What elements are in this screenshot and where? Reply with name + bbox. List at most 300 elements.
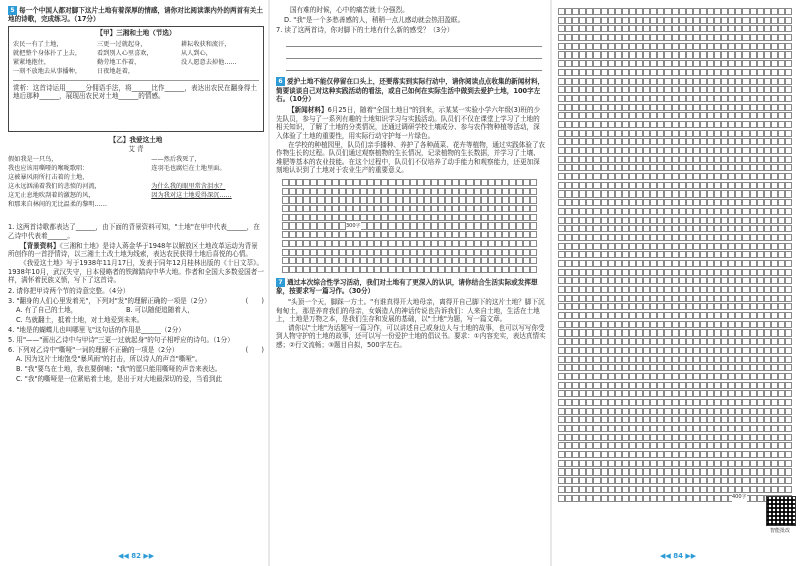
- grid-cell[interactable]: [686, 69, 693, 76]
- grid-cell[interactable]: [636, 382, 643, 389]
- grid-cell[interactable]: [721, 442, 728, 449]
- grid-cell[interactable]: [679, 130, 686, 137]
- grid-cell[interactable]: [785, 199, 792, 206]
- grid-cell[interactable]: [728, 312, 735, 319]
- grid-cell[interactable]: [558, 408, 565, 415]
- grid-cell[interactable]: [750, 347, 757, 354]
- grid-cell[interactable]: [346, 257, 353, 264]
- grid-cell[interactable]: [650, 312, 657, 319]
- grid-cell[interactable]: [650, 121, 657, 128]
- grid-cell[interactable]: [629, 495, 636, 502]
- grid-cell[interactable]: [742, 86, 749, 93]
- grid-cell[interactable]: [530, 188, 537, 195]
- grid-cell[interactable]: [785, 34, 792, 41]
- grid-cell[interactable]: [785, 147, 792, 154]
- grid-cell[interactable]: [657, 364, 664, 371]
- grid-cell[interactable]: [636, 43, 643, 50]
- grid-cell[interactable]: [636, 69, 643, 76]
- grid-cell[interactable]: [771, 390, 778, 397]
- grid-cell[interactable]: [558, 303, 565, 310]
- grid-cell[interactable]: [735, 225, 742, 232]
- grid-cell[interactable]: [650, 425, 657, 432]
- grid-cell[interactable]: [615, 269, 622, 276]
- grid-cell[interactable]: [721, 8, 728, 15]
- grid-cell[interactable]: [608, 234, 615, 241]
- grid-cell[interactable]: [303, 231, 310, 238]
- grid-cell[interactable]: [488, 266, 495, 273]
- grid-cell[interactable]: [431, 214, 438, 221]
- grid-cell[interactable]: [466, 231, 473, 238]
- grid-cell[interactable]: [664, 347, 671, 354]
- grid-cell[interactable]: [735, 208, 742, 215]
- grid-cell[interactable]: [579, 399, 586, 406]
- grid-cell[interactable]: [771, 434, 778, 441]
- grid-cell[interactable]: [601, 486, 608, 493]
- grid-cell[interactable]: [403, 266, 410, 273]
- grid-cell[interactable]: [495, 188, 502, 195]
- grid-cell[interactable]: [381, 231, 388, 238]
- grid-cell[interactable]: [629, 130, 636, 137]
- grid-cell[interactable]: [693, 416, 700, 423]
- grid-cell[interactable]: [558, 338, 565, 345]
- grid-cell[interactable]: [586, 373, 593, 380]
- grid-cell[interactable]: [742, 286, 749, 293]
- grid-cell[interactable]: [650, 495, 657, 502]
- grid-cell[interactable]: [643, 138, 650, 145]
- grid-cell[interactable]: [424, 179, 431, 186]
- grid-cell[interactable]: [679, 60, 686, 67]
- grid-cell[interactable]: [757, 17, 764, 24]
- grid-cell[interactable]: [693, 60, 700, 67]
- grid-cell[interactable]: [481, 257, 488, 264]
- grid-cell[interactable]: [572, 8, 579, 15]
- grid-cell[interactable]: [601, 182, 608, 189]
- grid-cell[interactable]: [750, 260, 757, 267]
- grid-cell[interactable]: [593, 199, 600, 206]
- grid-cell[interactable]: [707, 390, 714, 397]
- grid-cell[interactable]: [735, 416, 742, 423]
- grid-cell[interactable]: [771, 286, 778, 293]
- grid-cell[interactable]: [558, 138, 565, 145]
- grid-cell[interactable]: [629, 329, 636, 336]
- grid-cell[interactable]: [530, 222, 537, 229]
- grid-cell[interactable]: [516, 266, 523, 273]
- grid-cell[interactable]: [608, 43, 615, 50]
- grid-cell[interactable]: [572, 25, 579, 32]
- grid-cell[interactable]: [466, 179, 473, 186]
- grid-cell[interactable]: [310, 179, 317, 186]
- grid-cell[interactable]: [672, 468, 679, 475]
- grid-cell[interactable]: [367, 257, 374, 264]
- grid-cell[interactable]: [643, 364, 650, 371]
- grid-cell[interactable]: [750, 286, 757, 293]
- grid-cell[interactable]: [657, 51, 664, 58]
- grid-cell[interactable]: [771, 173, 778, 180]
- grid-cell[interactable]: [367, 231, 374, 238]
- grid-cell[interactable]: [643, 303, 650, 310]
- grid-cell[interactable]: [622, 277, 629, 284]
- grid-cell[interactable]: [721, 434, 728, 441]
- grid-cell[interactable]: [579, 147, 586, 154]
- grid-cell[interactable]: [586, 34, 593, 41]
- grid-cell[interactable]: [608, 460, 615, 467]
- grid-cell[interactable]: [728, 303, 735, 310]
- grid-cell[interactable]: [672, 17, 679, 24]
- grid-cell[interactable]: [381, 257, 388, 264]
- grid-cell[interactable]: [466, 266, 473, 273]
- grid-cell[interactable]: [558, 286, 565, 293]
- grid-cell[interactable]: [586, 234, 593, 241]
- grid-cell[interactable]: [650, 112, 657, 119]
- grid-cell[interactable]: [579, 112, 586, 119]
- grid-cell[interactable]: [700, 112, 707, 119]
- grid-cell[interactable]: [445, 214, 452, 221]
- grid-cell[interactable]: [693, 199, 700, 206]
- grid-cell[interactable]: [700, 347, 707, 354]
- grid-cell[interactable]: [615, 51, 622, 58]
- grid-cell[interactable]: [728, 260, 735, 267]
- grid-cell[interactable]: [565, 477, 572, 484]
- grid-cell[interactable]: [310, 188, 317, 195]
- grid-cell[interactable]: [579, 243, 586, 250]
- grid-cell[interactable]: [721, 286, 728, 293]
- grid-cell[interactable]: [657, 260, 664, 267]
- grid-cell[interactable]: [707, 234, 714, 241]
- grid-cell[interactable]: [735, 425, 742, 432]
- grid-cell[interactable]: [679, 442, 686, 449]
- grid-cell[interactable]: [593, 338, 600, 345]
- grid-cell[interactable]: [672, 182, 679, 189]
- grid-cell[interactable]: [629, 321, 636, 328]
- grid-cell[interactable]: [558, 477, 565, 484]
- grid-cell[interactable]: [572, 364, 579, 371]
- grid-cell[interactable]: [586, 25, 593, 32]
- grid-cell[interactable]: [778, 121, 785, 128]
- grid-cell[interactable]: [771, 95, 778, 102]
- grid-cell[interactable]: [664, 468, 671, 475]
- grid-cell[interactable]: [750, 112, 757, 119]
- grid-cell[interactable]: [672, 434, 679, 441]
- grid-cell[interactable]: [721, 468, 728, 475]
- grid-cell[interactable]: [516, 188, 523, 195]
- grid-cell[interactable]: [750, 277, 757, 284]
- grid-cell[interactable]: [565, 138, 572, 145]
- grid-cell[interactable]: [579, 104, 586, 111]
- grid-cell[interactable]: [629, 312, 636, 319]
- grid-cell[interactable]: [700, 382, 707, 389]
- grid-cell[interactable]: [757, 164, 764, 171]
- grid-cell[interactable]: [771, 356, 778, 363]
- grid-cell[interactable]: [657, 434, 664, 441]
- grid-cell[interactable]: [707, 69, 714, 76]
- grid-cell[interactable]: [693, 182, 700, 189]
- grid-cell[interactable]: [714, 373, 721, 380]
- grid-cell[interactable]: [707, 468, 714, 475]
- grid-cell[interactable]: [629, 34, 636, 41]
- grid-cell[interactable]: [650, 86, 657, 93]
- grid-cell[interactable]: [586, 190, 593, 197]
- grid-cell[interactable]: [593, 225, 600, 232]
- grid-cell[interactable]: [700, 251, 707, 258]
- grid-cell[interactable]: [750, 104, 757, 111]
- grid-cell[interactable]: [721, 425, 728, 432]
- grid-cell[interactable]: [579, 34, 586, 41]
- grid-cell[interactable]: [657, 286, 664, 293]
- grid-cell[interactable]: [317, 179, 324, 186]
- grid-cell[interactable]: [636, 356, 643, 363]
- grid-cell[interactable]: [742, 217, 749, 224]
- grid-cell[interactable]: [565, 434, 572, 441]
- grid-cell[interactable]: [360, 231, 367, 238]
- grid-cell[interactable]: [643, 390, 650, 397]
- grid-cell[interactable]: [579, 69, 586, 76]
- grid-cell[interactable]: [565, 286, 572, 293]
- grid-cell[interactable]: [750, 408, 757, 415]
- grid-cell[interactable]: [700, 495, 707, 502]
- grid-cell[interactable]: [742, 451, 749, 458]
- grid-cell[interactable]: [700, 121, 707, 128]
- grid-cell[interactable]: [735, 199, 742, 206]
- grid-cell[interactable]: [664, 277, 671, 284]
- grid-cell[interactable]: [452, 249, 459, 256]
- grid-cell[interactable]: [459, 188, 466, 195]
- grid-cell[interactable]: [367, 249, 374, 256]
- grid-cell[interactable]: [693, 477, 700, 484]
- grid-cell[interactable]: [615, 477, 622, 484]
- grid-cell[interactable]: [608, 86, 615, 93]
- grid-cell[interactable]: [757, 217, 764, 224]
- grid-cell[interactable]: [643, 399, 650, 406]
- grid-cell[interactable]: [672, 243, 679, 250]
- grid-cell[interactable]: [771, 277, 778, 284]
- grid-cell[interactable]: [310, 196, 317, 203]
- grid-cell[interactable]: [601, 225, 608, 232]
- grid-cell[interactable]: [615, 86, 622, 93]
- grid-cell[interactable]: [764, 277, 771, 284]
- grid-cell[interactable]: [593, 86, 600, 93]
- grid-cell[interactable]: [757, 251, 764, 258]
- grid-cell[interactable]: [707, 442, 714, 449]
- grid-cell[interactable]: [728, 251, 735, 258]
- grid-cell[interactable]: [686, 164, 693, 171]
- grid-cell[interactable]: [495, 231, 502, 238]
- grid-cell[interactable]: [572, 17, 579, 24]
- grid-cell[interactable]: [615, 69, 622, 76]
- grid-cell[interactable]: [714, 104, 721, 111]
- grid-cell[interactable]: [721, 69, 728, 76]
- grid-cell[interactable]: [778, 69, 785, 76]
- grid-cell[interactable]: [664, 243, 671, 250]
- grid-cell[interactable]: [572, 156, 579, 163]
- grid-cell[interactable]: [636, 190, 643, 197]
- grid-cell[interactable]: [530, 196, 537, 203]
- grid-cell[interactable]: [778, 217, 785, 224]
- grid-cell[interactable]: [601, 416, 608, 423]
- grid-cell[interactable]: [643, 373, 650, 380]
- grid-cell[interactable]: [672, 130, 679, 137]
- grid-cell[interactable]: [509, 196, 516, 203]
- grid-cell[interactable]: [721, 495, 728, 502]
- grid-cell[interactable]: [289, 196, 296, 203]
- grid-cell[interactable]: [593, 121, 600, 128]
- grid-cell[interactable]: [296, 231, 303, 238]
- grid-cell[interactable]: [459, 266, 466, 273]
- grid-cell[interactable]: [565, 208, 572, 215]
- grid-cell[interactable]: [388, 188, 395, 195]
- grid-cell[interactable]: [558, 156, 565, 163]
- grid-cell[interactable]: [707, 8, 714, 15]
- grid-cell[interactable]: [622, 416, 629, 423]
- grid-cell[interactable]: [593, 382, 600, 389]
- grid-cell[interactable]: [586, 442, 593, 449]
- grid-cell[interactable]: [721, 234, 728, 241]
- grid-cell[interactable]: [700, 86, 707, 93]
- grid-cell[interactable]: [396, 240, 403, 247]
- grid-cell[interactable]: [558, 382, 565, 389]
- grid-cell[interactable]: [714, 138, 721, 145]
- grid-cell[interactable]: [608, 251, 615, 258]
- grid-cell[interactable]: [657, 442, 664, 449]
- grid-cell[interactable]: [679, 390, 686, 397]
- grid-cell[interactable]: [601, 382, 608, 389]
- grid-cell[interactable]: [629, 225, 636, 232]
- grid-cell[interactable]: [608, 356, 615, 363]
- grid-cell[interactable]: [459, 179, 466, 186]
- grid-cell[interactable]: [636, 277, 643, 284]
- grid-cell[interactable]: [728, 147, 735, 154]
- grid-cell[interactable]: [622, 112, 629, 119]
- grid-cell[interactable]: [381, 188, 388, 195]
- grid-cell[interactable]: [650, 338, 657, 345]
- grid-cell[interactable]: [700, 321, 707, 328]
- grid-cell[interactable]: [558, 390, 565, 397]
- grid-cell[interactable]: [558, 434, 565, 441]
- grid-cell[interactable]: [396, 222, 403, 229]
- grid-cell[interactable]: [431, 188, 438, 195]
- grid-cell[interactable]: [771, 243, 778, 250]
- grid-cell[interactable]: [558, 164, 565, 171]
- grid-cell[interactable]: [558, 78, 565, 85]
- grid-cell[interactable]: [750, 78, 757, 85]
- grid-cell[interactable]: [764, 34, 771, 41]
- grid-cell[interactable]: [714, 477, 721, 484]
- grid-cell[interactable]: [495, 249, 502, 256]
- grid-cell[interactable]: [679, 43, 686, 50]
- grid-cell[interactable]: [707, 460, 714, 467]
- grid-cell[interactable]: [657, 190, 664, 197]
- grid-cell[interactable]: [735, 25, 742, 32]
- grid-cell[interactable]: [282, 222, 289, 229]
- grid-cell[interactable]: [488, 240, 495, 247]
- grid-cell[interactable]: [657, 451, 664, 458]
- grid-cell[interactable]: [742, 147, 749, 154]
- grid-cell[interactable]: [707, 434, 714, 441]
- grid-cell[interactable]: [643, 329, 650, 336]
- grid-cell[interactable]: [771, 208, 778, 215]
- grid-cell[interactable]: [622, 156, 629, 163]
- grid-cell[interactable]: [757, 329, 764, 336]
- grid-cell[interactable]: [558, 173, 565, 180]
- grid-cell[interactable]: [700, 338, 707, 345]
- grid-cell[interactable]: [735, 156, 742, 163]
- grid-cell[interactable]: [679, 25, 686, 32]
- grid-cell[interactable]: [593, 25, 600, 32]
- grid-cell[interactable]: [636, 312, 643, 319]
- grid-cell[interactable]: [750, 25, 757, 32]
- grid-cell[interactable]: [742, 408, 749, 415]
- grid-cell[interactable]: [664, 147, 671, 154]
- grid-cell[interactable]: [643, 451, 650, 458]
- grid-cell[interactable]: [381, 205, 388, 212]
- grid-cell[interactable]: [757, 364, 764, 371]
- grid-cell[interactable]: [679, 408, 686, 415]
- grid-cell[interactable]: [459, 205, 466, 212]
- grid-cell[interactable]: [608, 425, 615, 432]
- grid-cell[interactable]: [332, 188, 339, 195]
- grid-cell[interactable]: [558, 269, 565, 276]
- grid-cell[interactable]: [728, 477, 735, 484]
- grid-cell[interactable]: [615, 390, 622, 397]
- grid-cell[interactable]: [289, 214, 296, 221]
- grid-cell[interactable]: [488, 257, 495, 264]
- grid-cell[interactable]: [615, 182, 622, 189]
- grid-cell[interactable]: [721, 164, 728, 171]
- grid-cell[interactable]: [778, 225, 785, 232]
- grid-cell[interactable]: [643, 182, 650, 189]
- grid-cell[interactable]: [374, 214, 381, 221]
- grid-cell[interactable]: [388, 266, 395, 273]
- grid-cell[interactable]: [615, 199, 622, 206]
- grid-cell[interactable]: [502, 214, 509, 221]
- grid-cell[interactable]: [785, 156, 792, 163]
- grid-cell[interactable]: [572, 208, 579, 215]
- grid-cell[interactable]: [650, 260, 657, 267]
- grid-cell[interactable]: [771, 51, 778, 58]
- grid-cell[interactable]: [474, 188, 481, 195]
- grid-cell[interactable]: [636, 156, 643, 163]
- grid-cell[interactable]: [452, 222, 459, 229]
- grid-cell[interactable]: [735, 434, 742, 441]
- grid-cell[interactable]: [771, 260, 778, 267]
- grid-cell[interactable]: [664, 408, 671, 415]
- grid-cell[interactable]: [764, 164, 771, 171]
- grid-cell[interactable]: [558, 8, 565, 15]
- grid-cell[interactable]: [714, 86, 721, 93]
- grid-cell[interactable]: [686, 147, 693, 154]
- grid-cell[interactable]: [296, 249, 303, 256]
- grid-cell[interactable]: [679, 51, 686, 58]
- grid-cell[interactable]: [650, 408, 657, 415]
- grid-cell[interactable]: [742, 260, 749, 267]
- grid-cell[interactable]: [586, 164, 593, 171]
- grid-cell[interactable]: [728, 356, 735, 363]
- grid-cell[interactable]: [629, 477, 636, 484]
- grid-cell[interactable]: [636, 86, 643, 93]
- grid-cell[interactable]: [586, 243, 593, 250]
- grid-cell[interactable]: [650, 390, 657, 397]
- grid-cell[interactable]: [579, 286, 586, 293]
- grid-cell[interactable]: [608, 121, 615, 128]
- grid-cell[interactable]: [558, 329, 565, 336]
- grid-cell[interactable]: [558, 190, 565, 197]
- grid-cell[interactable]: [608, 399, 615, 406]
- grid-cell[interactable]: [629, 286, 636, 293]
- grid-cell[interactable]: [714, 147, 721, 154]
- grid-cell[interactable]: [657, 17, 664, 24]
- grid-cell[interactable]: [693, 173, 700, 180]
- grid-cell[interactable]: [764, 390, 771, 397]
- grid-cell[interactable]: [615, 416, 622, 423]
